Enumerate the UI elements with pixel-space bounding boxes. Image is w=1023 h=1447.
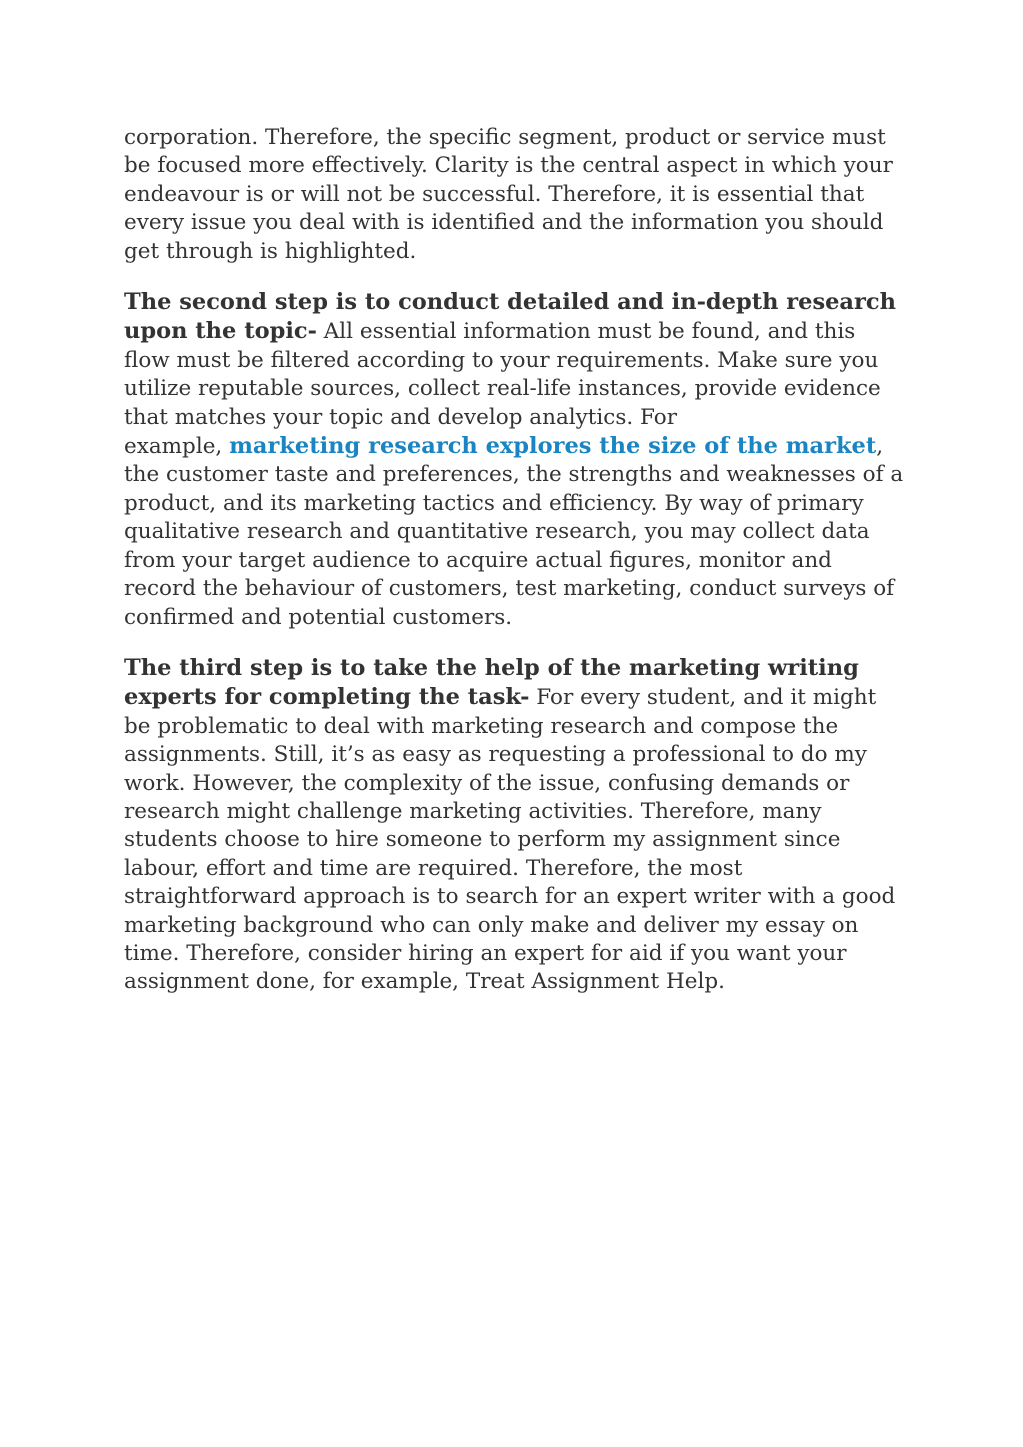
text-line: assignment done, for example, Treat Assignment Help. [124,969,725,995]
third-step-heading-cont: experts for completing the task- [124,684,530,711]
third-step-body: For every student, and it might [529,685,877,711]
text-line: the customer taste and preferences, the strengths and weaknesses of a [124,462,904,488]
paragraph-clarity [124,124,904,266]
text-line: endeavour is or will not be successful. Therefore, it is essential that [124,181,865,207]
second-step-body: All essential information must be found, and this [316,319,856,345]
text-line [124,654,904,683]
text-line [124,288,904,317]
text-line: work. However, the complexity of the issue, confusing demands or [124,770,850,796]
text-line: record the behaviour of customers, test marketing, conduct surveys of [124,576,895,602]
text-line [124,683,904,712]
text-line: flow must be filtered according to your requirements. Make sure you [124,347,879,373]
example-prefix: example, [124,434,230,460]
text-line: be problematic to deal with marketing research and compose the [124,713,839,739]
text-line: corporation. Therefore, the specific segment, product or service must [124,125,886,150]
text-line: confirmed and potential customers. [124,604,513,630]
text-line: time. Therefore, consider hiring an expert for aid if you want your [124,940,847,966]
text-line: straightforward approach is to search for an expert writer with a good [124,884,896,910]
text-line: labour, effort and time are required. Therefore, the most [124,855,743,881]
text-line: be focused more effectively. Clarity is the central aspect in which your [124,153,893,179]
text-line [124,432,904,461]
paragraph-third-step [124,654,904,997]
text-line: every issue you deal with is identified and the information you should [124,210,884,236]
text-line [124,317,904,346]
paragraph-second-step [124,288,904,632]
example-suffix: , [876,434,884,460]
second-step-heading-cont: upon the topic- [124,318,317,345]
third-step-heading: The third step is to take the help of the marketing writing [124,654,859,681]
text-line: that matches your topic and develop analytics. For [124,404,678,430]
second-step-heading: The second step is to conduct detailed and in-depth research [124,289,896,316]
text-line: product, and its marketing tactics and efficiency. By way of primary [124,490,864,516]
text-line: assignments. Still, it’s as easy as requesting a professional to do my [124,742,867,768]
text-line: marketing background who can only make and deliver my essay on [124,912,859,938]
document-page [124,124,904,997]
text-line: students choose to hire someone to perform my assignment since [124,827,841,853]
text-line: qualitative research and quantitative research, you may collect data [124,519,870,545]
text-line: from your target audience to acquire actual figures, monitor and [124,547,832,573]
text-line: utilize reputable sources, collect real-life instances, provide evidence [124,376,881,402]
text-line: research might challenge marketing activities. Therefore, many [124,798,822,824]
marketing-research-link[interactable]: marketing research explores the size of the market [229,433,877,460]
text-line: get through is highlighted. [124,238,417,264]
